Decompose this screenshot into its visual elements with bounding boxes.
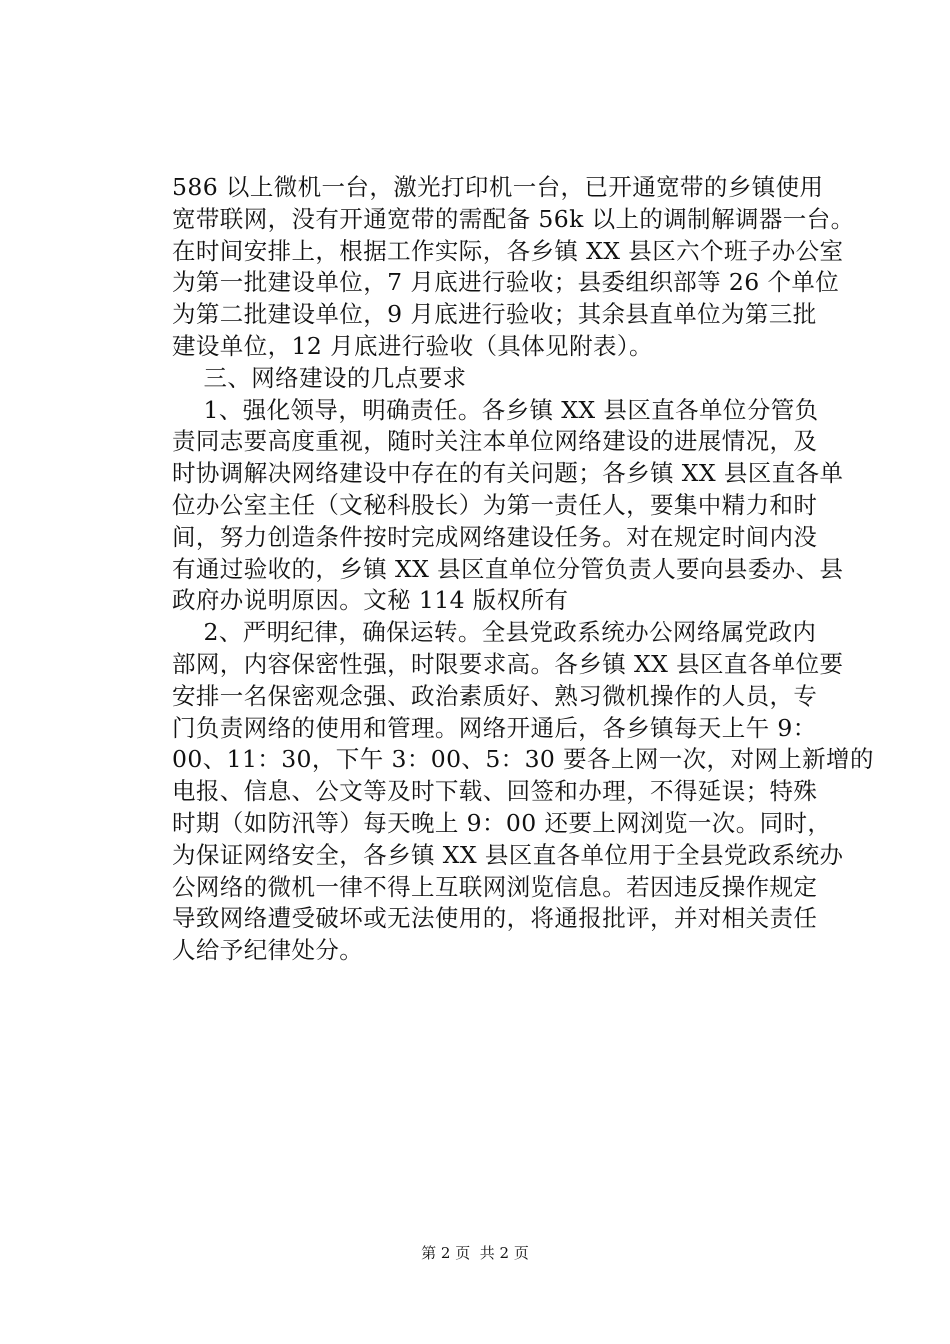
body-line: 为保证网络安全，各乡镇 XX 县区直各单位用于全县党政系统办 (172, 840, 844, 869)
body-line: 政府办说明原因。文秘 114 版权所有 (172, 586, 569, 615)
body-line: 586 以上微机一台，激光打印机一台，已开通宽带的乡镇使用 (172, 173, 824, 201)
body-line: 人给予纪律处分。 (172, 936, 364, 965)
section-heading: 三、网络建设的几点要求 (172, 363, 467, 392)
body-line: 门负责网络的使用和管理。网络开通后，各乡镇每天上午 9： (172, 713, 817, 742)
body-line: 为第二批建设单位，9 月底进行验收；其余县直单位为第三批 (172, 300, 817, 329)
body-line: 时期（如防汛等）每天晚上 9：00 还要上网浏览一次。同时， (172, 808, 832, 837)
page-footer: 第 2 页 共 2 页 (421, 1244, 529, 1262)
body-line: 公网络的微机一律不得上互联网浏览信息。若因违反操作规定 (172, 872, 818, 901)
body-line: 间，努力创造条件按时完成网络建设任务。对在规定时间内没 (172, 522, 818, 551)
paragraph-start-line: 1、强化领导，明确责任。各乡镇 XX 县区直各单位分管负 (172, 395, 819, 424)
body-line: 有通过验收的，乡镇 XX 县区直单位分管负责人要向县委办、县 (172, 554, 844, 583)
body-line: 责同志要高度重视，随时关注本单位网络建设的进展情况，及 (172, 427, 818, 456)
paragraph-start-line: 2、严明纪律，确保运转。全县党政系统办公网络属党政内 (172, 618, 817, 647)
body-line: 位办公室主任（文秘科股长）为第一责任人，要集中精力和时 (172, 490, 818, 519)
body-line: 安排一名保密观念强、政治素质好、熟习微机操作的人员，专 (172, 681, 818, 710)
document-body (172, 172, 874, 967)
body-line: 00、11：30，下午 3：00、5：30 要各上网一次，对网上新增的 (172, 745, 874, 774)
body-line: 宽带联网，没有开通宽带的需配备 56k 以上的调制解调器一台。 (172, 204, 855, 233)
body-line: 导致网络遭受破坏或无法使用的，将通报批评，并对相关责任 (172, 904, 818, 933)
body-line: 电报、信息、公文等及时下载、回签和办理，不得延误；特殊 (172, 777, 818, 806)
body-line: 部网，内容保密性强，时限要求高。各乡镇 XX 县区直各单位要 (172, 649, 844, 678)
body-line: 建设单位，12 月底进行验收（具体见附表）。 (172, 331, 653, 360)
body-line: 在时间安排上，根据工作实际，各乡镇 XX 县区六个班子办公室 (172, 236, 844, 265)
body-line: 时协调解决网络建设中存在的有关问题；各乡镇 XX 县区直各单 (172, 459, 844, 488)
body-line: 为第一批建设单位，7 月底进行验收；县委组织部等 26 个单位 (172, 268, 840, 297)
